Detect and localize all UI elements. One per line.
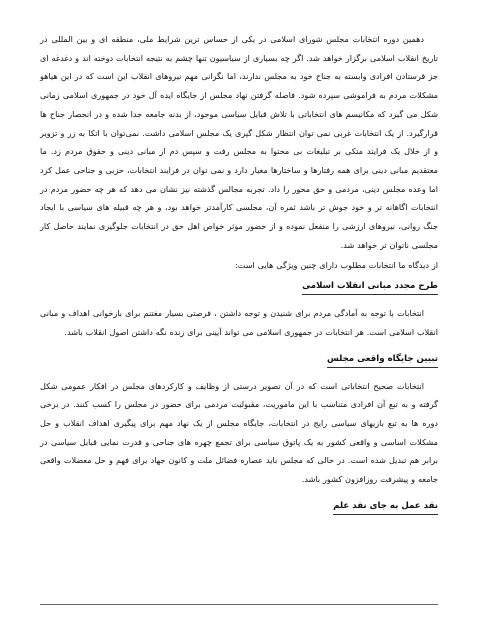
section-heading-position: تبیین جایگاه واقعی مجلس: [327, 352, 438, 368]
section-heading-critique: نقد عمل به جای نقد علم: [333, 499, 438, 515]
footer-divider: [40, 604, 438, 605]
criteria-lead-sentence: از دیدگاه ما انتخابات مطلوب دارای چنین ویژگی هایی است:: [235, 260, 438, 271]
revival-paragraph: انتخابات با توجه به آمادگی مردم برای شنیدن و توجه داشتن ، فرصتی بسیار مغتنم برای بازخوانی اهداف و مبانی انقلاب اسلامی است. هر انتخابات در جمهوری اسلامی می تواند آیینی برای زنده نگه داشتن اصول انقلاب باشد.: [40, 308, 438, 337]
section-heading-revival: طرح مجدد مبانی انقلاب اسلامی: [302, 279, 438, 295]
intro-paragraph: دهمین دوره انتخابات مجلس شورای اسلامی در یکی از حساس ترین شرایط ملی، منطقه ای و بین المللی در تاریخ انقلاب اسلامی برگزار خواهد شد. اگر چه بسیاری از سیاسیون تنها چشم به نتیجه انتخابات دوخته اند و دغدغه ای جز قرستادن افرادی وابسته به جناح خود به مجلس ندارند، اما نگرانی مهم نیروهای انقلاب این است که در این هیاهو مشکلات مردم به فراموشی سپرده شود. فاصله گرفتن نهاد مجلس از جایگاه ایده آل خود در جمهوری اسلامی زمانی شکل می گیرد که مکانیسم های انتخاباتی با تلاش قبایل سیاسی موجود، از بدنه جامعه جدا شده و در انحصار جناح ها قرارگیرد. از یک انتخابات غربی نمی توان انتظار شکل گیری یک مجلس اسلامی داشت. نمی‌توان با اتکا به زر و تزویر و از خلال یک فرایند متکی بر تبلیغات بی محتوا به مجلس رفت و سپس دم از مبانی دینی و حقوق مردم زد. ما معتقدیم مبانی دینی برای همه رفتارها و ساختارها معیار دارد و نمی توان در فرایند انتخابات، حزبی و جناحی عمل کرد اما وعده مجلس دینی، مردمی و حق محور را داد. تجربه مجالس گذشته نیز نشان می دهد که هر چه حضور مردم در انتخابات اگاهانه تر و خود جوش تر باشد ثمره آن، مجلسی کارآمدتر خواهد بود، و هر چه قبیله های سیاسی با ایجاد جنگ روانی، نیروهای ارزشی را منفعل نموده و از حضور موثر خواص اهل حق در انتخابات جلوگیری نمایند حاصل کار مجلسی ناتوان تر خواهد شد.: [40, 34, 438, 250]
position-paragraph: انتخابات صحیح انتخاباتی است که در آن تصویر درستی از وظایف و کارکردهای مجلس در افکار عمومی شکل گرفته و به تبع آن افرادی متناسب با این ماموریت، مقبولیت مردمی برای حضور در مجلس را کسب کنند. در برخی دوره ها به تبع بازیهای سیاسی رایج در انتخابات، جایگاه مجلس از یک نهاد مهم برای پیگیری اهداف انقلاب و حل مشکلات اساسی و واقعی کشور به یک پاتوق سیاسی برای تجمع چهره های جناحی و قدرت نمایی قبایل سیاسی در برابر هم تبدیل شده است. در حالی که مجلس باید عصاره فضائل ملت و کانون جهاد برای فهم و حل معضلات واقعی جامعه و پیشرفت روزافزون کشور باشد.: [40, 380, 438, 485]
